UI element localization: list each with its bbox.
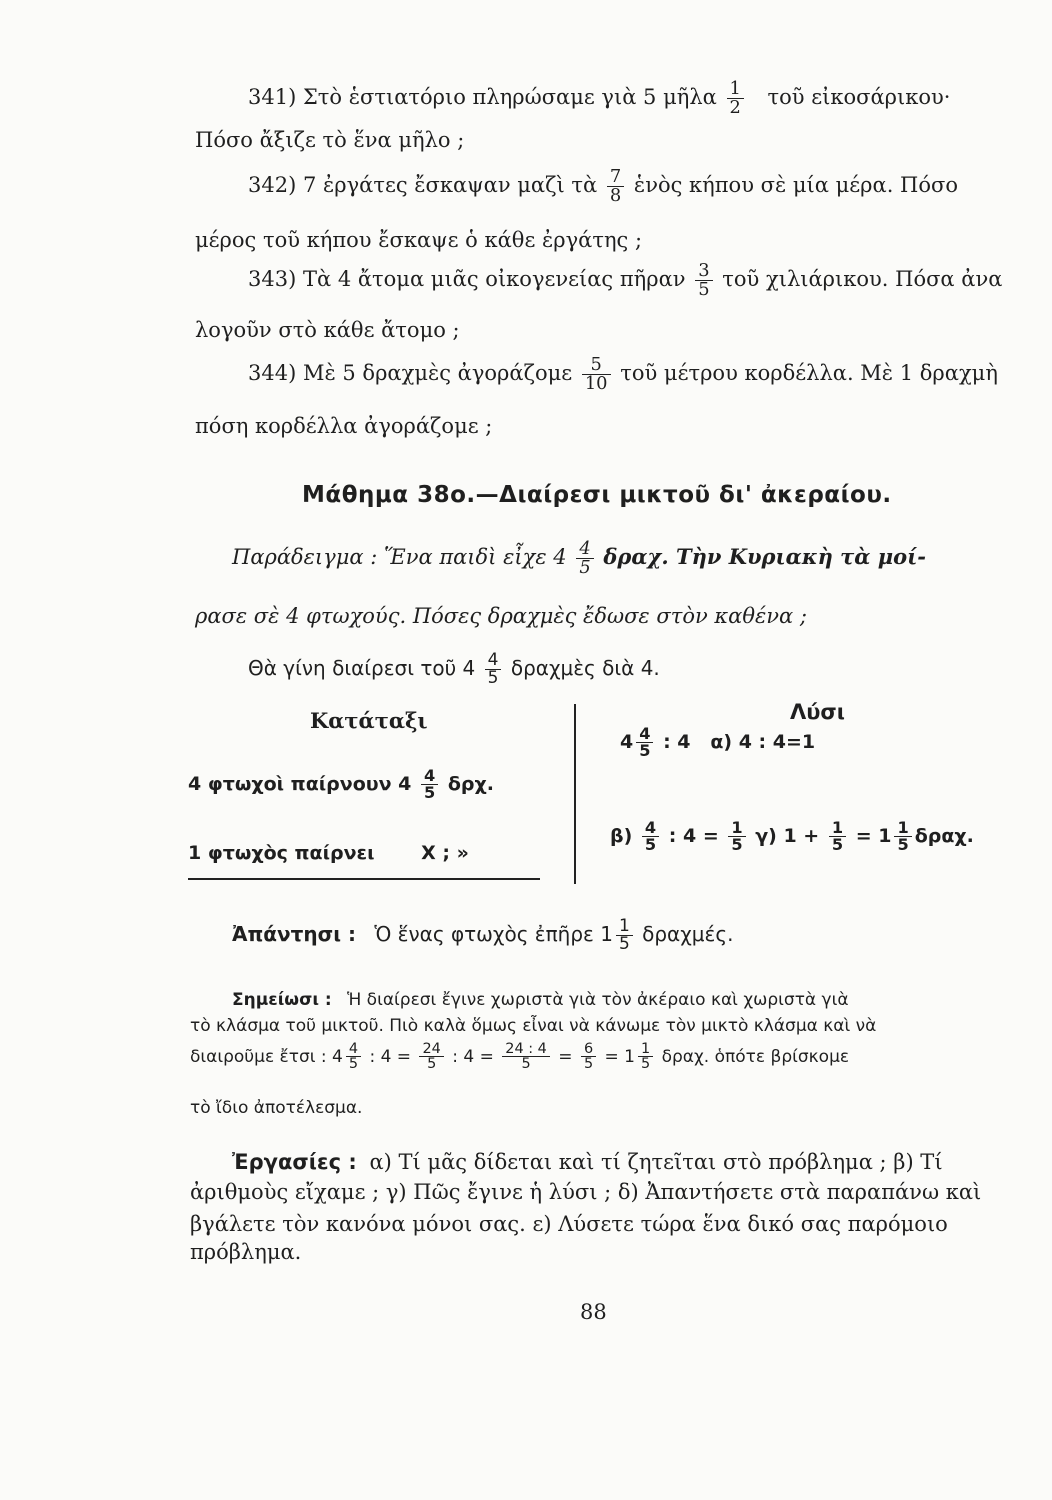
fraction-numerator: 7	[609, 166, 622, 187]
fraction-numerator: 24	[422, 1041, 441, 1057]
problem-343-line2: λογοῦν στὸ κάθε ἄτομο ;	[195, 318, 460, 342]
problem-341-text-end: τοῦ εἰκοσάρικου·	[767, 84, 951, 109]
fraction-note4	[581, 1042, 596, 1072]
problem-343-text: 343) Τὰ 4 ἄτομα μιᾶς οἰκογενείας πῆραν	[248, 266, 686, 291]
fraction-denominator: 5	[829, 836, 846, 853]
note-text-f: δραχ. ὁπότε βρίσκομε	[661, 1046, 850, 1067]
tasks-line1	[232, 1150, 943, 1174]
fraction-solution4	[829, 820, 846, 853]
fraction-numerator: 3	[698, 260, 710, 281]
solution-beta-label: β)	[610, 825, 633, 848]
example-line2: ρασε σὲ 4 φτωχούς. Πόσες δραχμὲς ἔδωσε στὸν καθένα ;	[195, 604, 807, 628]
division-statement	[248, 652, 660, 687]
fraction-row1	[421, 768, 438, 801]
solution-gamma: γ) 1 +	[755, 825, 820, 848]
solution-equals: = 1	[855, 825, 892, 848]
fraction-denominator: 5	[642, 836, 659, 853]
example-line1	[232, 540, 926, 577]
problem-343-line1	[248, 262, 1002, 299]
arrangement-row1-text: 4 φτωχοὶ παίρνουν 4	[188, 773, 412, 796]
fraction-numerator: 4	[639, 724, 651, 743]
problem-342-line2: μέρος τοῦ κήπου ἔσκαψε ὁ κάθε ἐργάτης ;	[195, 228, 643, 252]
fraction-note2	[419, 1042, 443, 1072]
note-text-d: =	[558, 1046, 573, 1067]
arrangement-row2	[188, 842, 469, 864]
fraction-numerator: 4	[487, 650, 499, 670]
note-line4: τὸ ἴδιο ἀποτέλεσμα.	[190, 1098, 363, 1118]
fraction-numerator: 6	[583, 1041, 594, 1057]
fraction-numerator: 1	[618, 916, 630, 936]
fraction-note5	[638, 1042, 653, 1072]
fraction-denominator: 5	[421, 784, 438, 801]
answer-text: Ὁ ἕνας φτωχὸς ἐπῆρε 1	[374, 922, 613, 946]
lesson-title: Μάθημα 38ο.—Διαίρεσι μικτοῦ δι' ἀκεραίου.	[302, 482, 892, 508]
fraction-denominator: 5	[695, 280, 712, 299]
fraction-example	[576, 540, 593, 577]
note-text-b: : 4 =	[369, 1046, 412, 1067]
fraction-numerator: 4	[423, 766, 436, 785]
problem-344-line2: πόση κορδέλλα ἀγοράζομε ;	[195, 414, 493, 438]
fraction-numerator: 4	[644, 818, 657, 837]
fraction-denominator: 5	[894, 836, 911, 853]
fraction-denominator: 5	[485, 669, 502, 687]
fraction-numerator: 4	[579, 538, 591, 559]
fraction-one-half	[727, 80, 744, 117]
fraction-solution2	[642, 820, 659, 853]
note-text-e: = 1	[604, 1046, 635, 1067]
arrangement-heading: Κατάταξι	[310, 708, 428, 733]
solution-line2	[610, 820, 974, 853]
fraction-denominator: 8	[607, 186, 624, 205]
solution-heading: Λύσι	[790, 700, 845, 724]
fraction-denominator: 2	[727, 98, 744, 117]
fraction-seven-eighths	[607, 168, 624, 205]
example-text-end: δραχ. Τὴν Κυριακὴ τὰ μοί-	[603, 543, 927, 569]
table-divider	[574, 704, 576, 884]
fraction-numerator: 1	[729, 78, 741, 99]
problem-341-text: 341) Στὸ ἑστιατόριο πληρώσαμε γιὰ 5 μῆλα	[248, 84, 717, 109]
problem-342-line1	[248, 168, 958, 205]
problem-344-text: 344) Μὲ 5 δραχμὲς ἀγοράζομε	[248, 360, 573, 385]
fraction-denominator: 5	[616, 935, 633, 953]
answer-label: Ἀπάντησι :	[232, 922, 356, 946]
example-text: Παράδειγμα : Ἕνα παιδὶ εἶχε 4	[232, 544, 567, 569]
arrangement-underline	[188, 878, 540, 880]
note-text: Ἡ διαίρεσι ἔγινε χωριστὰ γιὰ τὸν ἀκέραιο καὶ χωριστὰ γιὰ	[347, 990, 849, 1010]
fraction-division	[485, 652, 502, 687]
fraction-note3	[502, 1042, 550, 1072]
fraction-denominator: 5	[728, 836, 745, 853]
division-text-end: δραχμὲς διὰ 4.	[510, 656, 660, 680]
note-line3	[190, 1042, 849, 1072]
problem-344-line1	[248, 356, 998, 393]
fraction-numerator: 1	[831, 818, 844, 837]
fraction-denominator: 5	[576, 558, 593, 577]
tasks-line2: ἀριθμοὺς εἴχαμε ; γ) Πῶς ἔγινε ἡ λύσι ; δ) Ἀπαντήσετε στὰ παραπάνω καὶ	[190, 1180, 982, 1204]
problem-342-text: 342) 7 ἐργάτες ἔσκαψαν μαζὶ τὰ	[248, 172, 598, 197]
fraction-solution5	[894, 820, 911, 853]
fraction-denominator: 5	[502, 1056, 550, 1071]
fraction-denominator: 5	[581, 1056, 596, 1071]
arrangement-row1	[188, 768, 494, 801]
fraction-denominator: 5	[346, 1056, 361, 1071]
arrangement-row2-text: 1 φτωχὸς παίρνει	[188, 842, 375, 864]
tasks-text: α) Τί μᾶς δίδεται καὶ τί ζητεῖται στὸ πρόβλημα ; β) Τί	[369, 1150, 943, 1174]
problem-342-text-end: ἑνὸς κήπου σὲ μία μέρα. Πόσο	[633, 172, 958, 197]
fraction-numerator: 1	[641, 1041, 651, 1057]
solution-line2-mid: : 4 =	[668, 825, 719, 848]
solution-line1-rest: : 4 α) 4 : 4=1	[663, 731, 816, 754]
fraction-solution3	[728, 820, 745, 853]
fraction-answer	[616, 918, 633, 953]
fraction-denominator: 5	[636, 742, 653, 759]
solution-unit: δραχ.	[914, 825, 974, 848]
note-text-a: διαιροῦμε ἔτσι : 4	[190, 1046, 343, 1067]
problem-344-text-end: τοῦ μέτρου κορδέλλα. Μὲ 1 δραχμὴ	[620, 360, 998, 385]
fraction-solution1	[636, 726, 653, 759]
division-text: Θὰ γίνη διαίρεσι τοῦ 4	[248, 656, 476, 680]
fraction-denominator: 10	[582, 374, 611, 393]
fraction-denominator: 5	[419, 1056, 443, 1071]
fraction-numerator: 1	[897, 818, 909, 837]
fraction-note1	[346, 1042, 361, 1072]
note-text-c: : 4 =	[452, 1046, 494, 1067]
note-label: Σημείωσι :	[232, 990, 332, 1010]
fraction-numerator: 24 : 4	[505, 1041, 547, 1057]
tasks-label: Ἐργασίες :	[232, 1150, 357, 1174]
problem-341-line1	[248, 80, 950, 117]
fraction-numerator: 5	[590, 354, 602, 375]
fraction-numerator: 1	[731, 818, 743, 837]
note-line1	[232, 990, 849, 1010]
fraction-denominator: 5	[638, 1056, 653, 1071]
fraction-numerator: 4	[348, 1041, 359, 1057]
note-line2: τὸ κλάσμα τοῦ μικτοῦ. Πιὸ καλὰ ὅμως εἶναι νὰ κάνωμε τὸν μικτὸ κλάσμα καὶ νὰ	[190, 1016, 877, 1036]
arrangement-row2-unknown: Χ ; »	[421, 842, 469, 864]
tasks-line4: πρόβλημα.	[190, 1240, 302, 1264]
fraction-three-fifths	[695, 262, 712, 299]
tasks-line3: βγάλετε τὸν κανόνα μόνοι σας. ε) Λύσετε τώρα ἕνα δικό σας παρόμοιο	[190, 1212, 948, 1236]
page-number: 88	[580, 1300, 607, 1324]
answer-line	[232, 918, 733, 953]
arrangement-row1-unit: δρχ.	[447, 773, 494, 796]
problem-343-text-end: τοῦ χιλιάρικου. Πόσα ἀνα	[722, 266, 1003, 291]
solution-line1	[620, 726, 815, 759]
problem-341-line2: Πόσο ἄξιζε τὸ ἕνα μῆλο ;	[195, 128, 465, 152]
fraction-five-tenths	[582, 356, 611, 393]
answer-unit: δραχμές.	[642, 922, 734, 946]
solution-whole: 4	[620, 731, 634, 754]
